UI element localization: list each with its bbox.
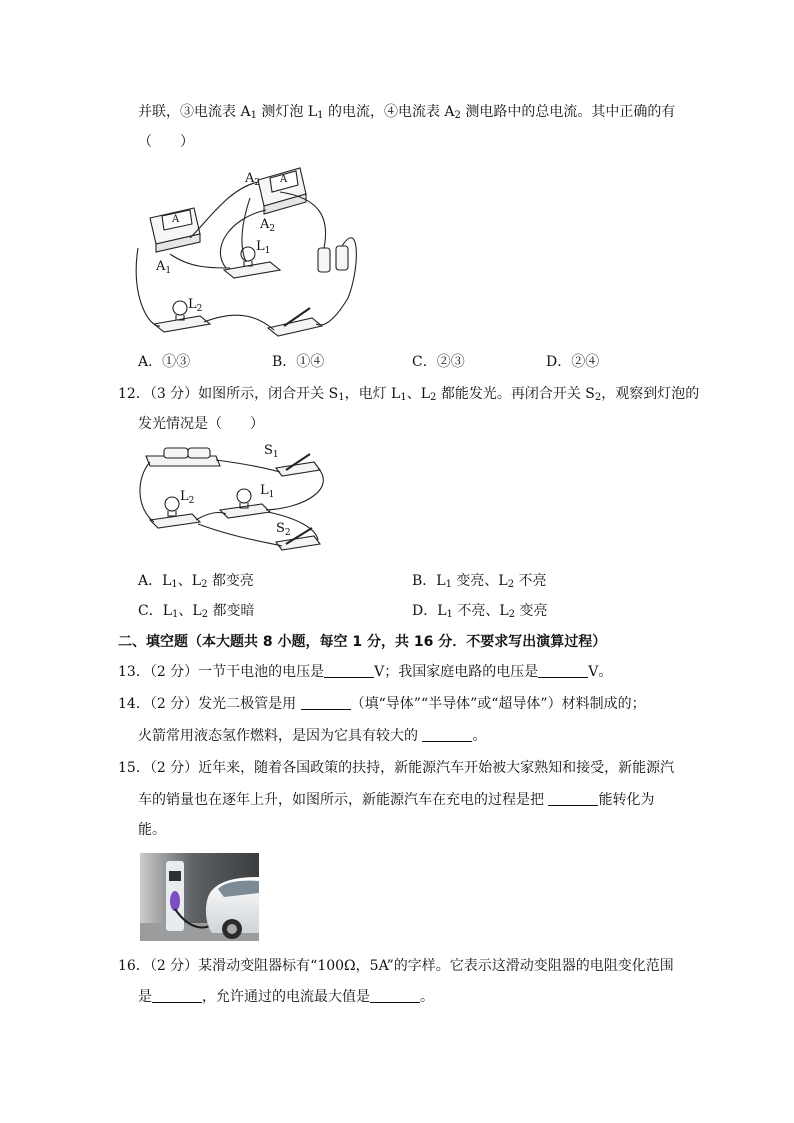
q15-blank-1[interactable] xyxy=(548,791,598,806)
q12-line1: 12．（3 分）如图所示，闭合开关 $S_1$，电灯 $L_1$、$L_2$ 都能发光。再闭合开关 $S_2$，观察到灯泡的 xyxy=(118,386,700,403)
q12-line2: 发光情况是（ ） xyxy=(138,416,264,432)
q16-line2: 是 ，允许通过的电流最大值是 。 xyxy=(138,989,434,1005)
q12-option-d[interactable]: D．$L_1$ 不亮、$L_2$ 变亮 xyxy=(412,603,548,620)
q13-blank-2[interactable] xyxy=(538,663,588,678)
section2-title: 二、填空题（本大题共 8 小题，每空 1 分，共 16 分．不要求写出演算过程） xyxy=(118,634,607,650)
q15-line1: 15．（2 分）近年来，随着各国政策的扶持，新能源汽车开始被大家熟知和接受，新能源汽 xyxy=(118,760,675,776)
q12-option-a[interactable]: A．$L_1$、$L_2$ 都变亮 xyxy=(138,573,254,590)
q14-blank-1[interactable] xyxy=(301,695,351,710)
label-l2: $L_2$ xyxy=(180,489,195,506)
q16-blank-2[interactable] xyxy=(370,988,420,1003)
q13: 13．（2 分）一节干电池的电压是 V；我国家庭电路的电压是 V。 xyxy=(118,664,613,680)
label-l1: $L_1$ xyxy=(260,483,275,500)
q12-circuit-diagram xyxy=(136,438,346,563)
q11-circuit-diagram xyxy=(130,158,380,348)
label-s1: $S_1$ xyxy=(264,443,279,460)
label-l1: $L_1$ xyxy=(256,239,271,256)
label-a2-lower: $A_2$ xyxy=(260,217,276,234)
label-a1: $A_1$ xyxy=(156,259,172,276)
q11-option-d[interactable]: D．②④ xyxy=(546,354,600,370)
q14-blank-2[interactable] xyxy=(422,727,472,742)
q14-line2: 火箭常用液态氢作燃料，是因为它具有较大的 。 xyxy=(138,728,487,744)
label-a2: $A_2$ xyxy=(245,171,261,188)
ev-charging-photo xyxy=(140,853,259,941)
q12-option-c[interactable]: C．$L_1$、$L_2$ 都变暗 xyxy=(138,603,255,620)
q15-line3: 能。 xyxy=(138,822,166,838)
q15-line2: 车的销量也在逐年上升，如图所示，新能源汽车在充电的过程是把 能转化为 xyxy=(138,792,655,808)
q11-line1: 并联，③电流表 $A_1$ 测灯泡 $L_1$ 的电流，④电流表 $A_2$ 测电路中的总电流。其中正确的有 xyxy=(138,104,676,121)
q16-line1: 16．（2 分）某滑动变阻器标有“100Ω，5A”的字样。它表示这滑动变阻器的电阻变化范围 xyxy=(118,958,674,974)
q11-option-c[interactable]: C．②③ xyxy=(412,354,465,370)
q14-line1: 14．（2 分）发光二极管是用 （填“导体”“半导体”或“超导体”）材料制成的； xyxy=(118,696,646,712)
label-s2: $S_2$ xyxy=(276,521,291,538)
q12-option-b[interactable]: B．$L_1$ 变亮、$L_2$ 不亮 xyxy=(412,573,547,590)
label-l2: $L_2$ xyxy=(188,297,203,314)
svg-text:A: A xyxy=(280,174,288,185)
q13-blank-1[interactable] xyxy=(324,663,374,678)
q11-option-b[interactable]: B．①④ xyxy=(272,354,325,370)
q11-option-a[interactable]: A．①③ xyxy=(138,354,191,370)
q16-blank-1[interactable] xyxy=(152,988,202,1003)
svg-text:A: A xyxy=(172,214,180,225)
q11-paren: （ ） xyxy=(138,134,194,150)
